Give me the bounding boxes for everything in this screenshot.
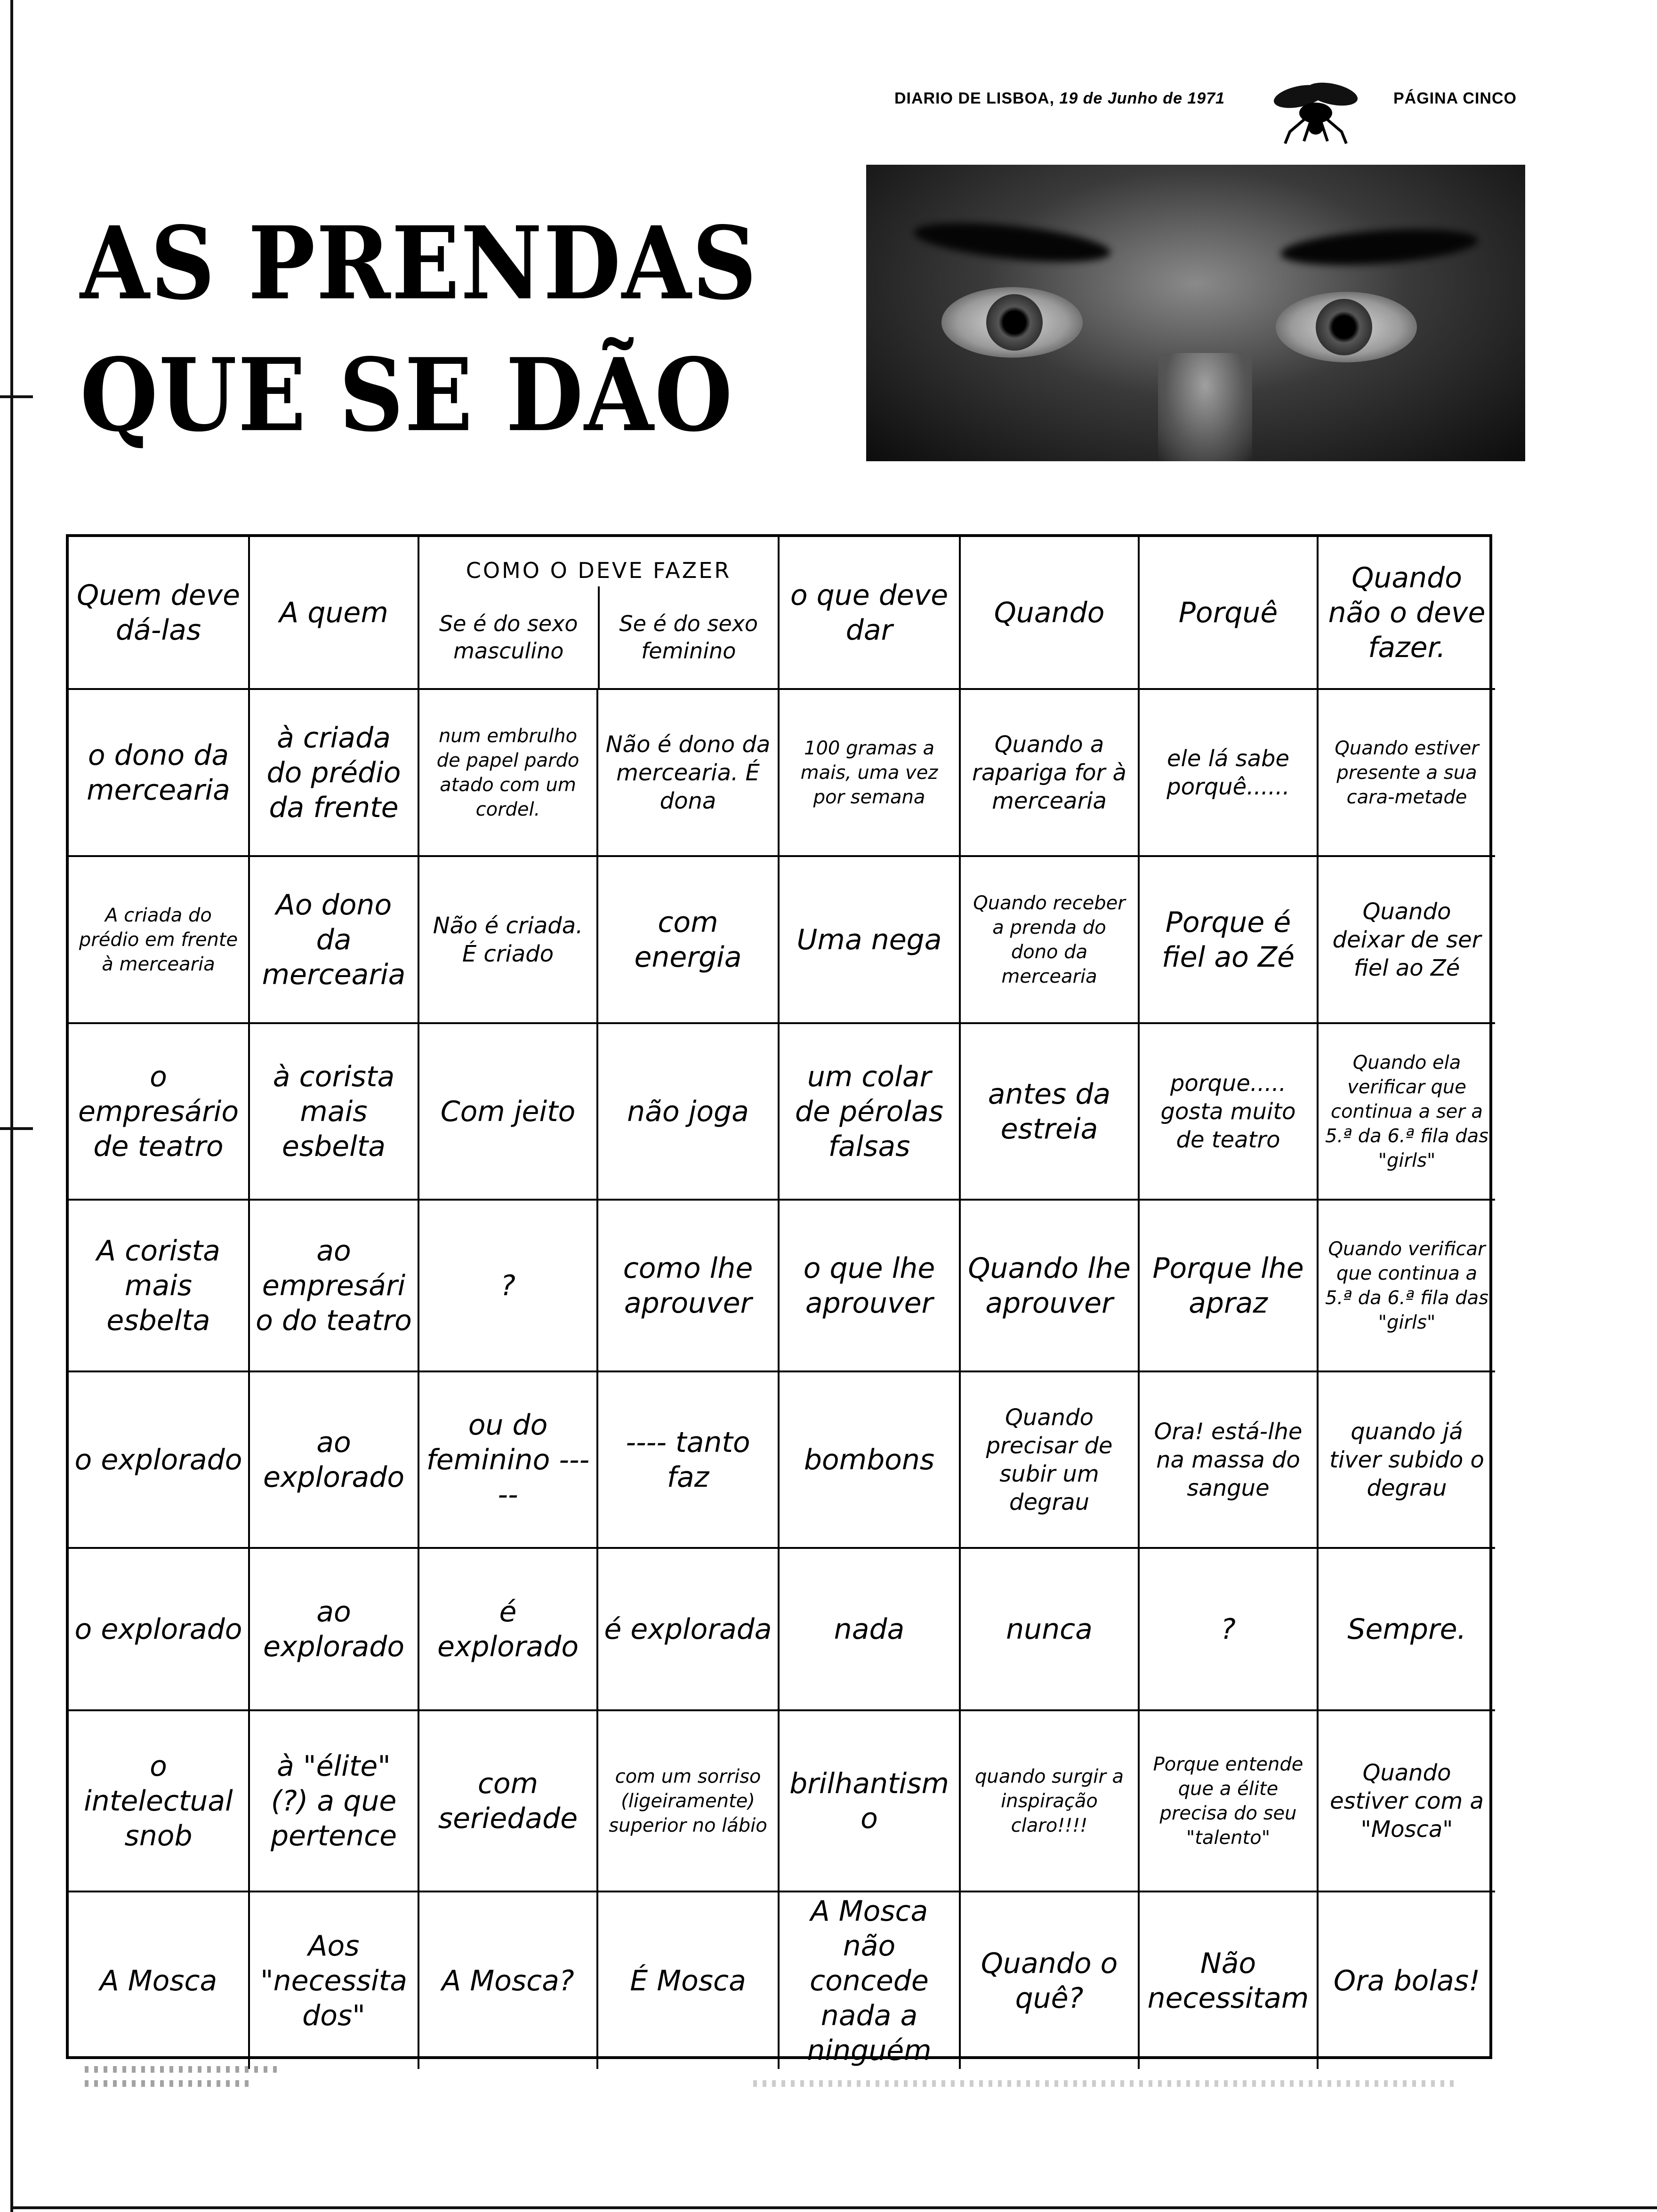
header-to-whom: A quem	[250, 537, 419, 690]
table-cell: Porque é fiel ao Zé	[1140, 857, 1319, 1024]
table-cell: Quando o quê?	[961, 1892, 1140, 2069]
table-cell: Quando a rapariga for à mercearia	[961, 690, 1140, 857]
masthead-page: PÁGINA CINCO	[1393, 89, 1517, 107]
table-cell: Ora! está-lhe na massa do sangue	[1140, 1372, 1319, 1549]
header-why: Porquê	[1140, 537, 1319, 690]
page-left-border	[10, 0, 13, 2212]
table-cell: Aos "necessitados"	[250, 1892, 419, 2069]
table-cell: Porque lhe apraz	[1140, 1201, 1319, 1372]
table-cell: brilhantismo	[780, 1711, 961, 1892]
table-cell: 100 gramas a mais, uma vez por semana	[780, 690, 961, 857]
table-cell: Não necessitam	[1140, 1892, 1319, 2069]
margin-mark	[0, 395, 33, 398]
table-cell: Quando receber a prenda do dono da mercearia	[961, 857, 1140, 1024]
table-cell: à criada do prédio da frente	[250, 690, 419, 857]
masthead-date: 19 de Junho de 1971	[1059, 89, 1225, 107]
table-cell: Com jeito	[419, 1024, 598, 1201]
table-cell: A Mosca não concede nada a ninguém	[780, 1892, 961, 2069]
table-cell: o empresário de teatro	[69, 1024, 250, 1201]
table-cell: é explorada	[598, 1549, 780, 1711]
table-cell: A Mosca?	[419, 1892, 598, 2069]
table-cell: A criada do prédio em frente à mercearia	[69, 857, 250, 1024]
table-cell: Uma nega	[780, 857, 961, 1024]
eye-left	[941, 287, 1083, 358]
header-who: Quem deve dá-las	[69, 537, 250, 690]
faded-print	[85, 2080, 254, 2087]
table-cell: não joga	[598, 1024, 780, 1201]
table-cell: A corista mais esbelta	[69, 1201, 250, 1372]
table-cell: Quando estiver presente a sua cara-metade	[1319, 690, 1495, 857]
header-how-female: Se é do sexo feminino	[598, 586, 778, 688]
table-cell: Quando lhe aprouver	[961, 1201, 1140, 1372]
masthead	[894, 89, 1535, 108]
table-cell: num embrulho de papel pardo atado com um cordel.	[419, 690, 598, 857]
iris-right	[1316, 299, 1372, 355]
table-cell: ---- tanto faz	[598, 1372, 780, 1549]
faded-print	[753, 2080, 1459, 2087]
table-cell: É Mosca	[598, 1892, 780, 2069]
table-cell: o intelectual snob	[69, 1711, 250, 1892]
table-cell: um colar de pérolas falsas	[780, 1024, 961, 1201]
header-how-title: COMO O DEVE FAZER	[466, 558, 732, 583]
fly-icon	[1271, 75, 1360, 146]
table-cell: bombons	[780, 1372, 961, 1549]
table-cell: ao explorado	[250, 1549, 419, 1711]
table-cell: A Mosca	[69, 1892, 250, 2069]
table-cell: ao empresário do teatro	[250, 1201, 419, 1372]
faded-print	[85, 2066, 282, 2073]
table-cell: ou do feminino -----	[419, 1372, 598, 1549]
table-cell: Porque entende que a élite precisa do seu "talento"	[1140, 1711, 1319, 1892]
header-when-not: Quando não o deve fazer.	[1319, 537, 1495, 690]
table-cell: o que lhe aprouver	[780, 1201, 961, 1372]
table-cell: Quando estiver com a "Mosca"	[1319, 1711, 1495, 1892]
table-cell: nada	[780, 1549, 961, 1711]
nose-shadow	[1158, 353, 1252, 461]
table-cell: Quando precisar de subir um degrau	[961, 1372, 1140, 1549]
table-cell: Quando deixar de ser fiel ao Zé	[1319, 857, 1495, 1024]
table-cell: o explorado	[69, 1372, 250, 1549]
table-cell: com um sorriso (ligeiramente) superior no lábio	[598, 1711, 780, 1892]
table-cell: quando já tiver subido o degrau	[1319, 1372, 1495, 1549]
headline-line-1: AS PRENDAS	[80, 204, 758, 322]
table-cell: ao explorado	[250, 1372, 419, 1549]
table-cell: o dono da mercearia	[69, 690, 250, 857]
masthead-paper: DIARIO DE LISBOA,	[894, 89, 1055, 107]
table-cell: quando surgir a inspiração claro!!!!	[961, 1711, 1140, 1892]
eyebrow-right	[1279, 224, 1479, 270]
table-cell: ?	[419, 1201, 598, 1372]
table-cell: Não é dono da mercearia. É dona	[598, 690, 780, 857]
iris-left	[986, 294, 1043, 351]
headline-line-2: QUE SE DÃO	[80, 336, 734, 454]
table-cell: Ao dono da mercearia	[250, 857, 419, 1024]
table-cell: nunca	[961, 1549, 1140, 1711]
table-cell: antes da estreia	[961, 1024, 1140, 1201]
table-cell: Ora bolas!	[1333, 1964, 1480, 1997]
table-cell: o explorado	[69, 1549, 250, 1711]
table-cell: Quando verificar que continua a 5.ª da 6.ª fila das "girls"	[1319, 1201, 1495, 1372]
table-cell: é explorado	[419, 1549, 598, 1711]
table-cell: com seriedade	[419, 1711, 598, 1892]
page-bottom-rule	[10, 2206, 1657, 2209]
table-cell: à "élite" (?) a que pertence	[250, 1711, 419, 1892]
header-how-male: Se é do sexo masculino	[439, 611, 578, 664]
table-cell: com energia	[598, 857, 780, 1024]
table-cell: ele lá sabe porquê......	[1140, 690, 1319, 857]
table-cell: como lhe aprouver	[598, 1201, 780, 1372]
table-cell: à corista mais esbelta	[250, 1024, 419, 1201]
eyebrow-left	[912, 216, 1112, 269]
eye-right	[1276, 292, 1417, 362]
header-how	[419, 537, 780, 690]
header-when: Quando	[961, 537, 1140, 690]
eyes-photo	[866, 165, 1525, 461]
gifts-table	[66, 534, 1492, 2067]
table-cell: Sempre.	[1319, 1549, 1495, 1711]
header-what: o que deve dar	[780, 537, 961, 690]
table-cell: ?	[1140, 1549, 1319, 1711]
table-cell: porque..... gosta muito de teatro	[1140, 1024, 1319, 1201]
table-cell: Não é criada. É criado	[419, 857, 598, 1024]
headline	[80, 198, 758, 461]
table-cell: Quando ela verificar que continua a ser a 5.ª da 6.ª fila das "girls"	[1319, 1024, 1495, 1201]
margin-mark	[0, 1127, 33, 1130]
